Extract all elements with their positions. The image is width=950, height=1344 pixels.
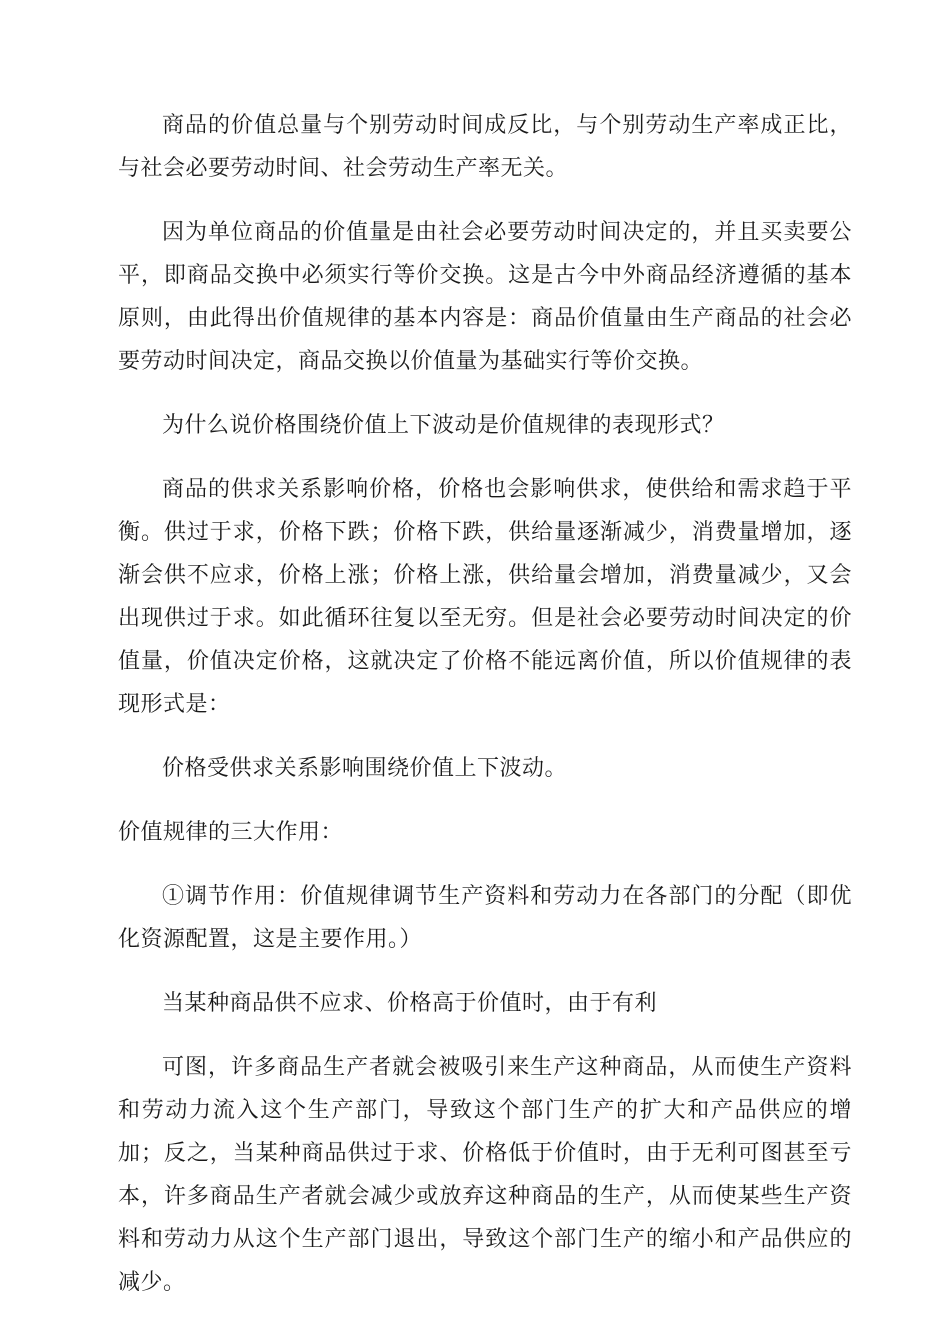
paragraph: 商品的供求关系影响价格，价格也会影响供求，使供给和需求趋于平衡。供过于求，价格下跌；价格下跌，供给量逐渐减少，消费量增加，逐渐会供不应求，价格上涨；价格上涨，供给量会增加，消费量减少，又会出现供过于求。如此循环往复以至无穷。但是社会必要劳动时间决定的价值量，价值决定价格，这就决定了价格不能远离价值，所以价值规律的表现形式是：	[118, 477, 852, 717]
paragraph: 因为单位商品的价值量是由社会必要劳动时间决定的，并且买卖要公平，即商品交换中必须实行等价交换。这是古今中外商品经济遵循的基本原则，由此得出价值规律的基本内容是：商品价值量由生产商品的社会必要劳动时间决定，商品交换以价值量为基础实行等价交换。	[118, 220, 852, 374]
section-heading: 价值规律的三大作用：	[118, 820, 344, 845]
paragraph: 为什么说价格围绕价值上下波动是价值规律的表现形式？	[162, 413, 725, 438]
paragraph: 价格受供求关系影响围绕价值上下波动。	[162, 756, 568, 781]
paragraph: 当某种商品供不应求、价格高于价值时，由于有利	[162, 991, 658, 1016]
paragraph: 可图，许多商品生产者就会被吸引来生产这种商品，从而使生产资料和劳动力流入这个生产部门，导致这个部门生产的扩大和产品供应的增加；反之，当某种商品供过于求、价格低于价值时，由于无利可图甚至亏本，许多商品生产者就会减少或放弃这种商品的生产，从而使某些生产资料和劳动力从这个生产部门退出，导致这个部门生产的缩小和产品供应的减少。	[118, 1055, 852, 1295]
paragraph: ①调节作用：价值规律调节生产资料和劳动力在各部门的分配（即优化资源配置，这是主要作用。）	[118, 884, 852, 952]
document-page	[118, 104, 852, 1325]
paragraph: 商品的价值总量与个别劳动时间成反比，与个别劳动生产率成正比，与社会必要劳动时间、社会劳动生产率无关。	[118, 113, 852, 181]
